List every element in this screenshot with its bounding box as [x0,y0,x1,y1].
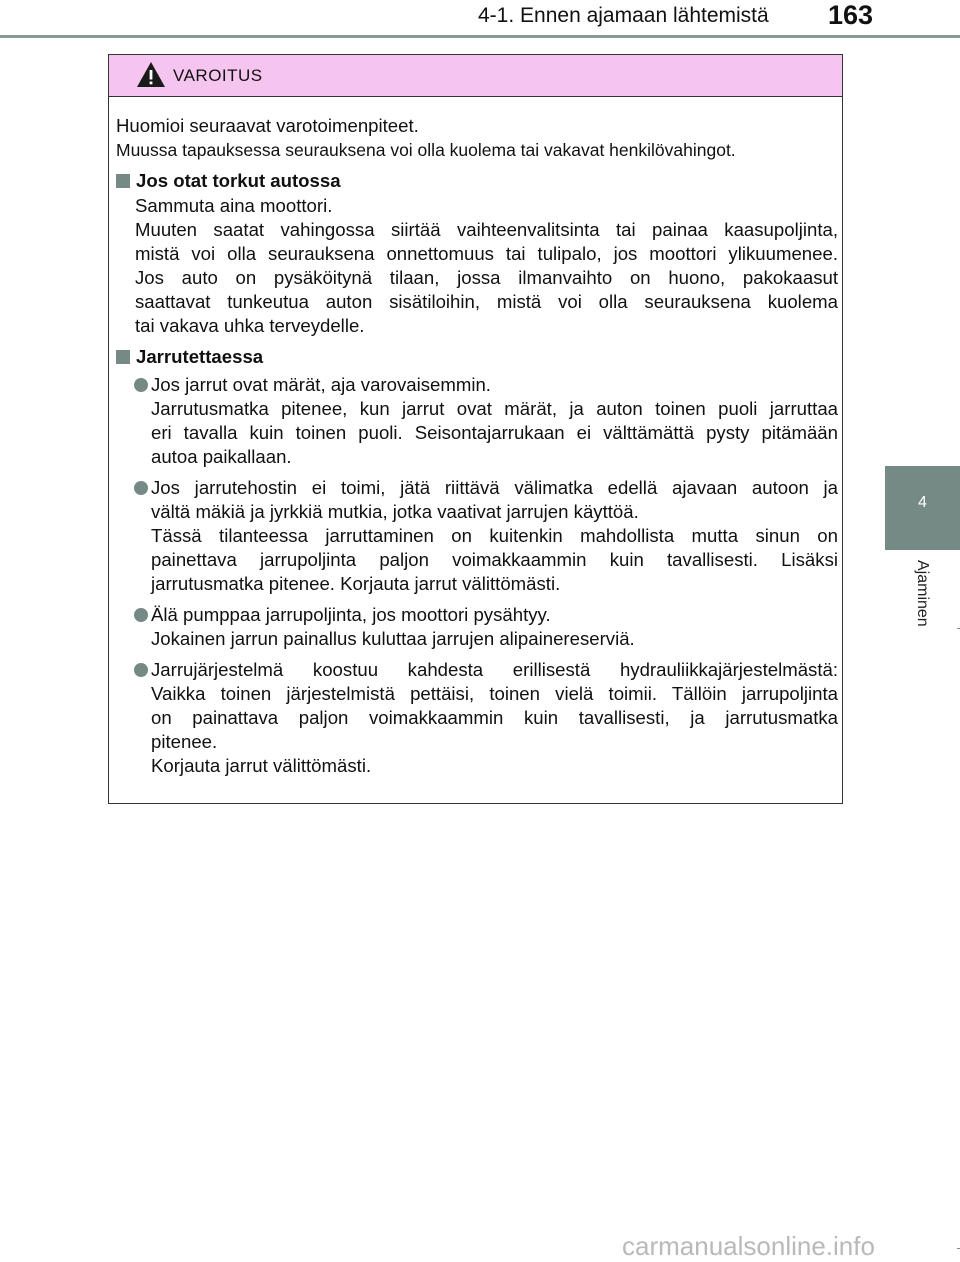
text-line: Vaikka toinen järjestelmistä pettäisi, toinen vielä toimii. Tällöin jarrupoljinta [151,683,838,704]
section-napping [116,169,838,338]
text-line: vältä mäkiä ja jyrkkiä mutkia, jotka vaativat jarrujen käyttöä. [151,501,639,522]
section-braking [116,345,838,778]
text-line: pitenee. [151,731,218,752]
text-line: Muuten saatat vahingossa siirtää vaihteenvalitsinta tai painaa kaasupoljinta, [135,219,838,240]
text-line: Jos jarrut ovat märät, aja varovaisemmin. [151,374,491,395]
chapter-number: 4 [918,494,927,511]
section-heading-text: Jarrutettaessa [136,346,264,367]
section-heading [116,169,838,194]
bullet-item [116,476,838,596]
text-line: jarrutusmatka pitenee. Korjauta jarrut välittömästi. [151,573,561,594]
warning-triangle-icon [136,61,166,88]
round-bullet-icon [134,378,148,392]
warning-header [109,55,842,97]
chapter-tab[interactable] [885,466,960,550]
text-line: Jarrujärjestelmä koostuu kahdesta erillisestä hydrauliikkajärjestelmästä: [151,659,838,680]
text-line: Jokainen jarrun painallus kuluttaa jarrujen alipainereserviä. [151,628,635,649]
text-line: painettava jarrupoljinta paljon voimakkaammin kuin tavallisesti. Lisäksi [151,549,838,570]
header-rule [0,35,960,38]
bullet-item [116,658,838,778]
section-text [116,194,838,338]
text-line: Jos jarrutehostin ei toimi, jätä riittävä välimatka edellä ajavaan autoon ja [151,477,838,498]
text-line: on painattava paljon voimakkaammin kuin tavallisesti, ja jarrutusmatka [151,707,838,728]
warning-title: VAROITUS [173,66,263,85]
text-line: autoa paikallaan. [151,446,292,467]
text-line: eri tavalla kuin toinen puoli. Seisontajarrukaan ei välttämättä pysty pitämään [151,422,838,443]
text-line: Sammuta aina moottori. [135,195,333,216]
section-heading-text: Jos otat torkut autossa [136,170,341,191]
text-line: tai vakava uhka terveydelle. [135,315,365,336]
warning-intro-line2: Muussa tapauksessa seurauksena voi olla kuolema tai vakavat henkilövahingot. [116,140,736,160]
page-number: 163 [828,0,874,30]
text-line: mistä voi olla seurauksena onnettomuus tai tulipalo, jos moottori ylikuumenee. [135,243,838,264]
bullet-item [116,373,838,469]
round-bullet-icon [134,608,148,622]
text-line: Tässä tilanteessa jarruttaminen on kuitenkin mahdollista mutta sinun on [151,525,838,546]
section-title: 4-1. Ennen ajamaan lähtemistä [478,4,769,27]
watermark: carmanualsonline.info [622,1231,875,1261]
text-line: Jarrutusmatka pitenee, kun jarrut ovat märät, ja auton toinen puoli jarruttaa [151,398,838,419]
warning-intro-line1: Huomioi seuraavat varotoimenpiteet. [116,115,419,136]
text-line: Jos auto on pysäköitynä tilaan, jossa ilmanvaihto on huono, pakokaasut [135,267,838,288]
section-heading [116,345,838,370]
text-line: Korjauta jarrut välittömästi. [151,755,372,776]
round-bullet-icon [134,481,148,495]
warning-body [116,114,838,778]
square-bullet-icon [116,350,130,364]
text-line: Älä pumppaa jarrupoljinta, jos moottori pysähtyy. [151,604,551,625]
bullet-item [116,603,838,651]
round-bullet-icon [134,663,148,677]
square-bullet-icon [116,174,130,188]
chapter-label: Ajaminen [914,560,931,627]
text-line: saattavat tunkeutua auton sisätiloihin, mistä voi olla seurauksena kuolema [135,291,838,312]
